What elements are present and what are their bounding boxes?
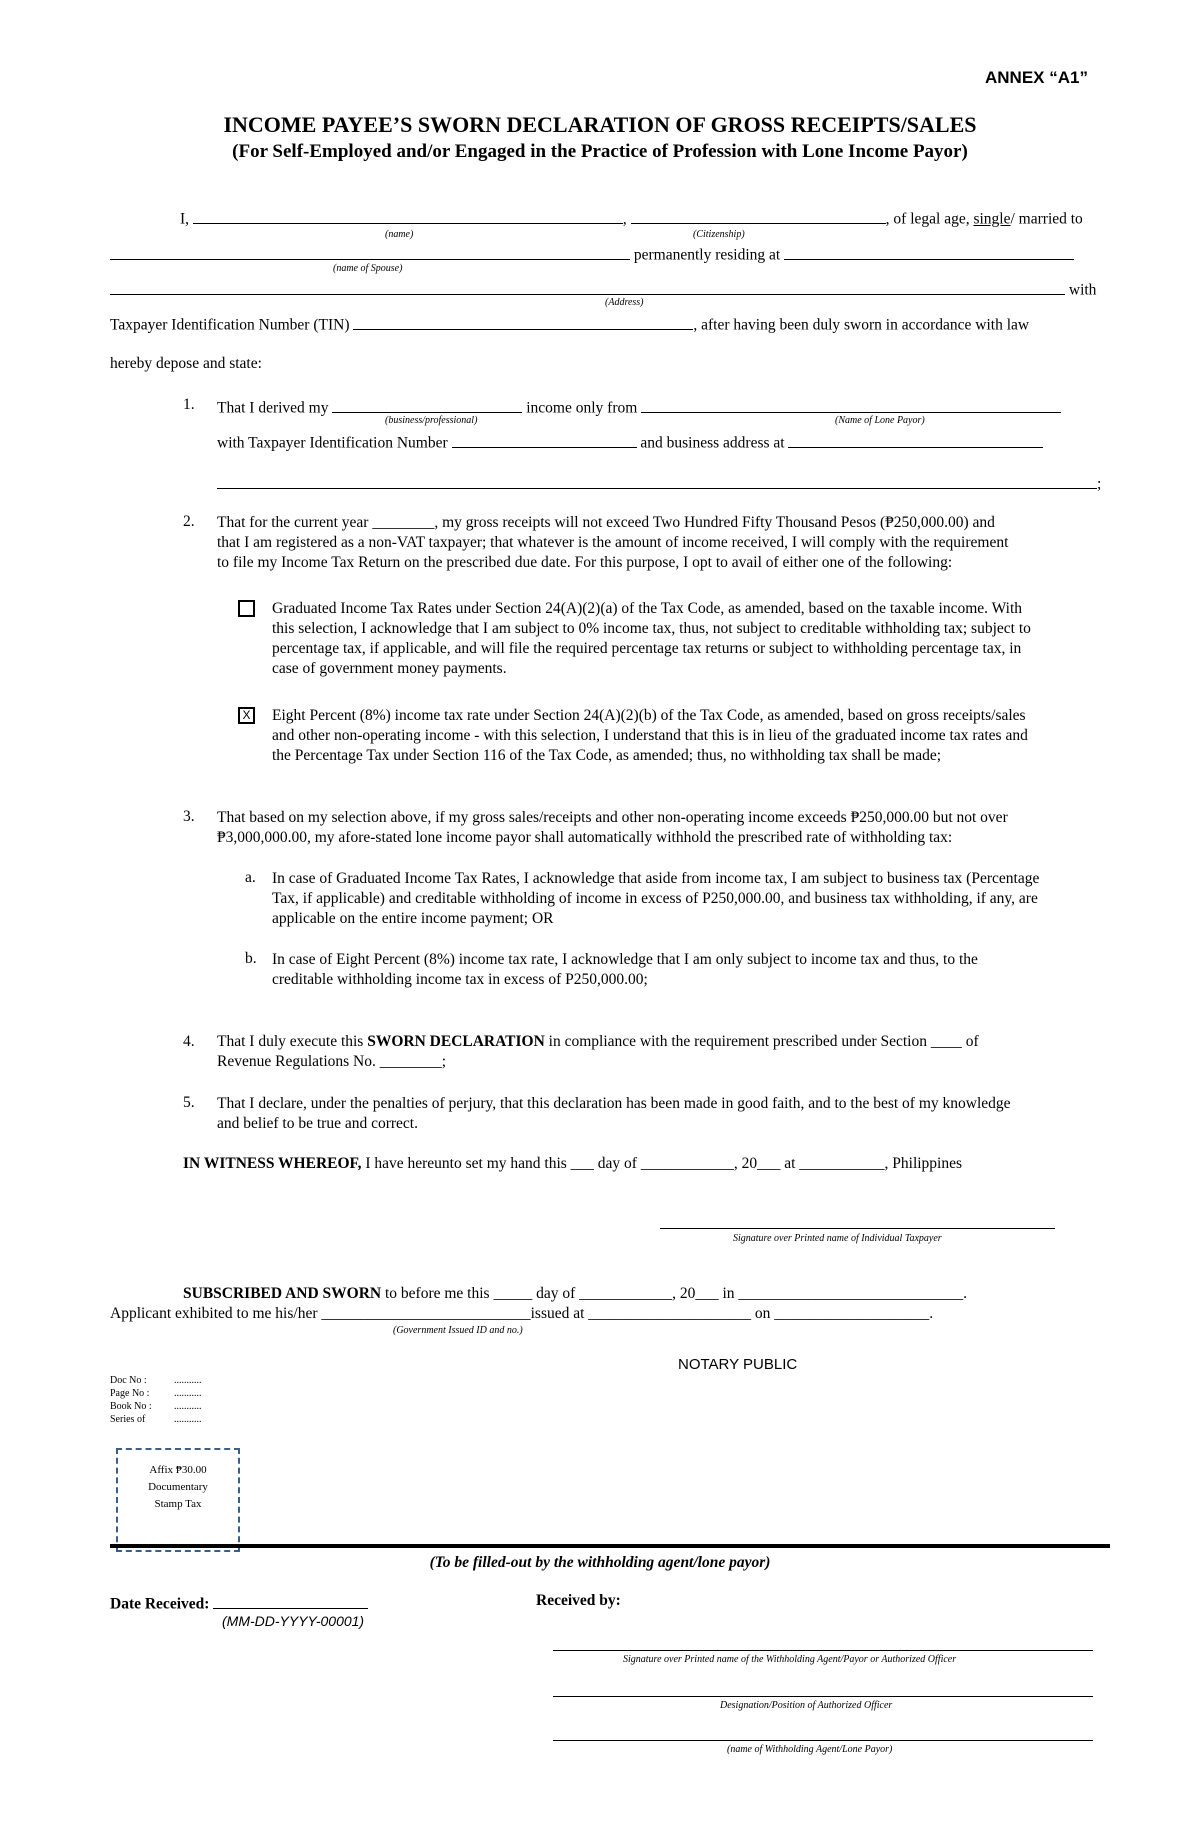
address-field[interactable] [110, 278, 1065, 295]
item3-line-a: That based on my selection above, if my gross sales/receipts and other non-operating income exceeds ₱250,000.00 but not over [217, 809, 1008, 826]
caption-citizenship: (Citizenship) [693, 229, 745, 240]
item5-text [217, 1094, 1117, 1134]
item3-b-text: In case of Eight Percent (8%) income tax rate, I acknowledge that I am only subject to income tax and thus, to the creditable withholding income tax in excess of P250,000.00; [272, 951, 978, 988]
witness-b: I have hereunto set my hand this ___ day of ____________, 20___ at ___________, Philippines [365, 1155, 963, 1172]
officer-signature-caption: Signature over Printed name of the Withholding Agent/Payor or Authorized Officer [623, 1654, 957, 1665]
caption-spouse: (name of Spouse) [333, 263, 403, 274]
section-divider [110, 1544, 1110, 1548]
item3-line-b: ₱3,000,000.00, my afore-stated lone income payor shall automatically withhold the prescribed rate of withholding tax: [217, 829, 953, 846]
notary-notes [110, 1375, 202, 1427]
eight-percent-text: Eight Percent (8%) income tax rate under Section 24(A)(2)(b) of the Tax Code, as amended, based on gross receipts/sales and other non-operating income - with this selection, I understand that this is in lieu of the graduated income tax rates and the Percentage Tax under Section 116 of the Tax Code, as amended; thus, no withholding tax shall be made; [272, 707, 1028, 764]
form-title: INCOME PAYEE’S SWORN DECLARATION OF GROSS RECEIPTS/SALES [223, 112, 977, 137]
withholding-agent-line[interactable] [553, 1740, 1093, 1741]
stamp-line-1: Affix ₱30.00 [149, 1464, 207, 1476]
item5-line-b: and belief to be true and correct. [217, 1115, 418, 1132]
residence-field[interactable] [784, 243, 1074, 260]
subscribed-b: to before me this _____ day of ____________, 20___ in _____________________________. [384, 1285, 968, 1302]
caption-payor: (Name of Lone Payor) [835, 415, 925, 426]
item2-text [217, 513, 1117, 573]
page-no-field[interactable]: ........... [174, 1388, 202, 1399]
intro-line-2 [110, 243, 1074, 265]
annex-label: ANNEX “A1” [985, 68, 1088, 87]
item4-c: in compliance with the requirement prescribed under Section ____ of [548, 1033, 979, 1050]
item3-num: 3. [183, 808, 195, 825]
intro-line-3 [110, 278, 1096, 300]
item2-num: 2. [183, 513, 195, 530]
subscribed-a: SUBSCRIBED AND SWORN [183, 1285, 382, 1302]
officer-designation-line[interactable] [553, 1696, 1093, 1697]
graduated-rate-text: Graduated Income Tax Rates under Section 24(A)(2)(a) of the Tax Code, as amended, based on the taxable income. With this selection, I acknowledge that I am subject to 0% income tax, thus, not subject to creditable withholding tax; subject to percentage tax, if applicable, and will file the required percentage tax returns or subject to withholding percentage tax, in case of government money payments. [272, 600, 1031, 677]
witness-line [183, 1155, 962, 1173]
intro-with: with [1068, 281, 1097, 299]
doc-no-field[interactable]: ........... [174, 1375, 202, 1386]
item3-a-label: a. [245, 869, 256, 886]
single-option: single [973, 210, 1011, 228]
subscribed-line [183, 1285, 967, 1303]
lone-payor-field[interactable] [641, 396, 1061, 413]
name-field[interactable] [193, 207, 623, 224]
series-field[interactable]: ........... [174, 1414, 202, 1425]
intro-line-1: I, , , of legal age, single/ married to [180, 207, 1083, 229]
officer-signature-line[interactable] [553, 1650, 1093, 1651]
item3-b-label: b. [245, 950, 257, 967]
item1-line-2 [217, 431, 1043, 453]
tin-field[interactable] [353, 313, 693, 330]
item4-a: That I duly execute this [217, 1033, 364, 1050]
item2-line-b: that I am registered as a non-VAT taxpayer; that whatever is the amount of income received, I will comply with the requirement [217, 534, 1009, 551]
item1-c: with Taxpayer Identification Number [217, 434, 448, 452]
payor-tin-field[interactable] [452, 431, 637, 448]
item1-a: That I derived my [217, 399, 329, 417]
intro-i: I, [180, 210, 190, 228]
business-address-field[interactable] [788, 431, 1043, 448]
item1-line-1 [217, 396, 1061, 418]
item2-line-a: That for the current year ________, my gross receipts will not exceed Two Hundred Fifty Thousand Pesos (₱250,000.00) and [217, 514, 995, 531]
stamp-line-2: Documentary [148, 1481, 208, 1493]
applicant-line: Applicant exhibited to me his/her ___________________________issued at _____________________ on ____________________. [110, 1305, 934, 1322]
withholding-agent-caption: (name of Withholding Agent/Lone Payor) [727, 1744, 893, 1755]
date-received-label: Date Received: [110, 1595, 210, 1613]
caption-address: (Address) [605, 297, 644, 308]
item4-b: SWORN DECLARATION [367, 1033, 545, 1050]
book-no-field[interactable]: ........... [174, 1401, 202, 1412]
date-received-row [110, 1592, 368, 1614]
item4-line-2: Revenue Regulations No. ________; [217, 1053, 447, 1070]
series-label: Series of [110, 1414, 146, 1425]
item3-a-text: In case of Graduated Income Tax Rates, I acknowledge that aside from income tax, I am subject to business tax (Percentage Tax, if applicable) and creditable withholding of income in excess of P250,000.00, and business tax withholding, if any, are applicable on the entire income payment; OR [272, 870, 1040, 927]
caption-government-id: (Government Issued ID and no.) [393, 1325, 523, 1336]
graduated-rate-checkbox[interactable] [238, 600, 255, 617]
item4-num: 4. [183, 1033, 195, 1050]
business-address-field-2[interactable] [217, 472, 1097, 489]
witness-a: IN WITNESS WHEREOF, [183, 1155, 362, 1172]
officer-designation-caption: Designation/Position of Authorized Officer [720, 1700, 893, 1711]
intro-sworn: , after having been duly sworn in accordance with law [693, 316, 1030, 334]
item5-line-a: That I declare, under the penalties of perjury, that this declaration has been made in good faith, and to the best of my knowledge [217, 1095, 1011, 1112]
intro-depose: hereby depose and state: [110, 355, 262, 372]
caption-name: (name) [385, 229, 414, 240]
item4-line-1 [217, 1033, 979, 1051]
item1-end: ; [1097, 475, 1102, 493]
intro-legal-age: , of legal age, [885, 210, 970, 228]
tin-label: Taxpayer Identification Number (TIN) [110, 316, 350, 334]
item1-line-3 [217, 472, 1101, 494]
date-format-hint: (MM-DD-YYYY-00001) [222, 1613, 365, 1629]
item1-d: and business address at [640, 434, 785, 452]
received-by-label: Received by: [536, 1592, 621, 1609]
citizenship-field[interactable] [631, 207, 886, 224]
eight-percent-checkbox[interactable]: X [238, 707, 255, 724]
item3-text [217, 808, 1117, 848]
date-received-field[interactable] [213, 1592, 368, 1609]
item1-b: income only from [526, 399, 638, 417]
notary-public: NOTARY PUBLIC [678, 1356, 798, 1373]
item5-num: 5. [183, 1094, 195, 1111]
item1-num: 1. [183, 396, 195, 413]
taxpayer-signature-caption: Signature over Printed name of Individual Taxpayer [733, 1233, 942, 1244]
intro-line-4 [110, 313, 1029, 335]
spouse-field[interactable] [110, 243, 630, 260]
intro-residing: permanently residing at [633, 246, 781, 264]
income-type-field[interactable] [332, 396, 522, 413]
taxpayer-signature-line[interactable] [660, 1228, 1055, 1229]
stamp-line-3: Stamp Tax [154, 1498, 202, 1510]
book-no-label: Book No : [110, 1401, 152, 1412]
caption-business: (business/professional) [385, 415, 478, 426]
page-no-label: Page No : [110, 1388, 150, 1399]
filled-out-by-note: (To be filled-out by the withholding agent/lone payor) [429, 1554, 771, 1571]
documentary-stamp-box [116, 1448, 240, 1552]
item2-line-c: to file my Income Tax Return on the prescribed due date. For this purpose, I opt to avail of either one of the following: [217, 554, 953, 571]
doc-no-label: Doc No : [110, 1375, 147, 1386]
form-subtitle: (For Self-Employed and/or Engaged in the Practice of Profession with Lone Income Payor) [232, 141, 968, 162]
married-option: / married to [1010, 210, 1083, 228]
